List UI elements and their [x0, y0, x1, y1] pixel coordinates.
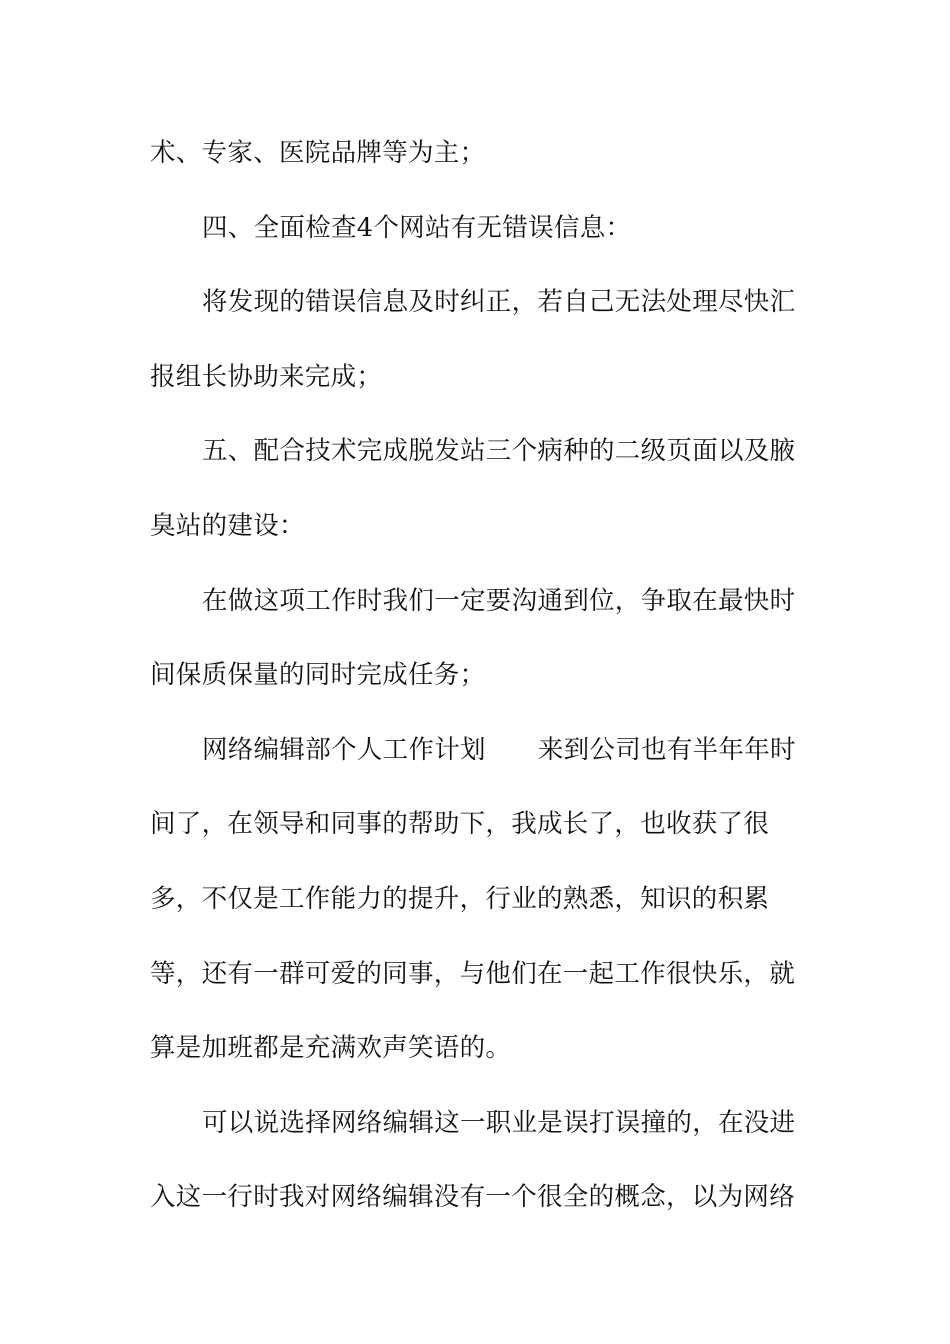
- text-line-6: 臭站的建设：: [150, 510, 305, 541]
- text-line-5: 五、配合技术完成脱发站三个病种的二级页面以及腋: [202, 436, 796, 467]
- text-line-3: 将发现的错误信息及时纠正，若自己无法处理尽快汇: [202, 287, 796, 318]
- text-line-15: 入这一行时我对网络编辑没有一个很全的概念，以为网络: [150, 1182, 796, 1213]
- text-line-2: 四、全面检查4个网站有无错误信息：: [202, 212, 632, 243]
- text-line-4: 报组长协助来完成；: [150, 361, 383, 392]
- text-line-9: [150, 713, 800, 788]
- text-line-13: 算是加班都是充满欢声笑语的。: [150, 1033, 512, 1064]
- text-line-14: 可以说选择网络编辑这一职业是误打误撞的，在没进: [202, 1107, 796, 1138]
- text-line-1: 术、专家、医院品牌等为主；: [150, 138, 486, 168]
- text-line-8: 间保质保量的同时完成任务；: [150, 660, 486, 691]
- text-continuation: 来到公司也有半年年时: [537, 734, 796, 765]
- heading-inline: 网络编辑部个人工作计划: [202, 734, 486, 765]
- text-line-10: 间了，在领导和同事的帮助下，我成长了，也收获了很: [150, 809, 770, 840]
- text-line-7: 在做这项工作时我们一定要沟通到位，争取在最快时: [202, 585, 796, 616]
- text-line-11: 多，不仅是工作能力的提升，行业的熟悉，知识的积累: [150, 883, 770, 914]
- text-line-12: 等，还有一群可爱的同事，与他们在一起工作很快乐，就: [150, 958, 796, 989]
- document-body: [150, 116, 800, 1235]
